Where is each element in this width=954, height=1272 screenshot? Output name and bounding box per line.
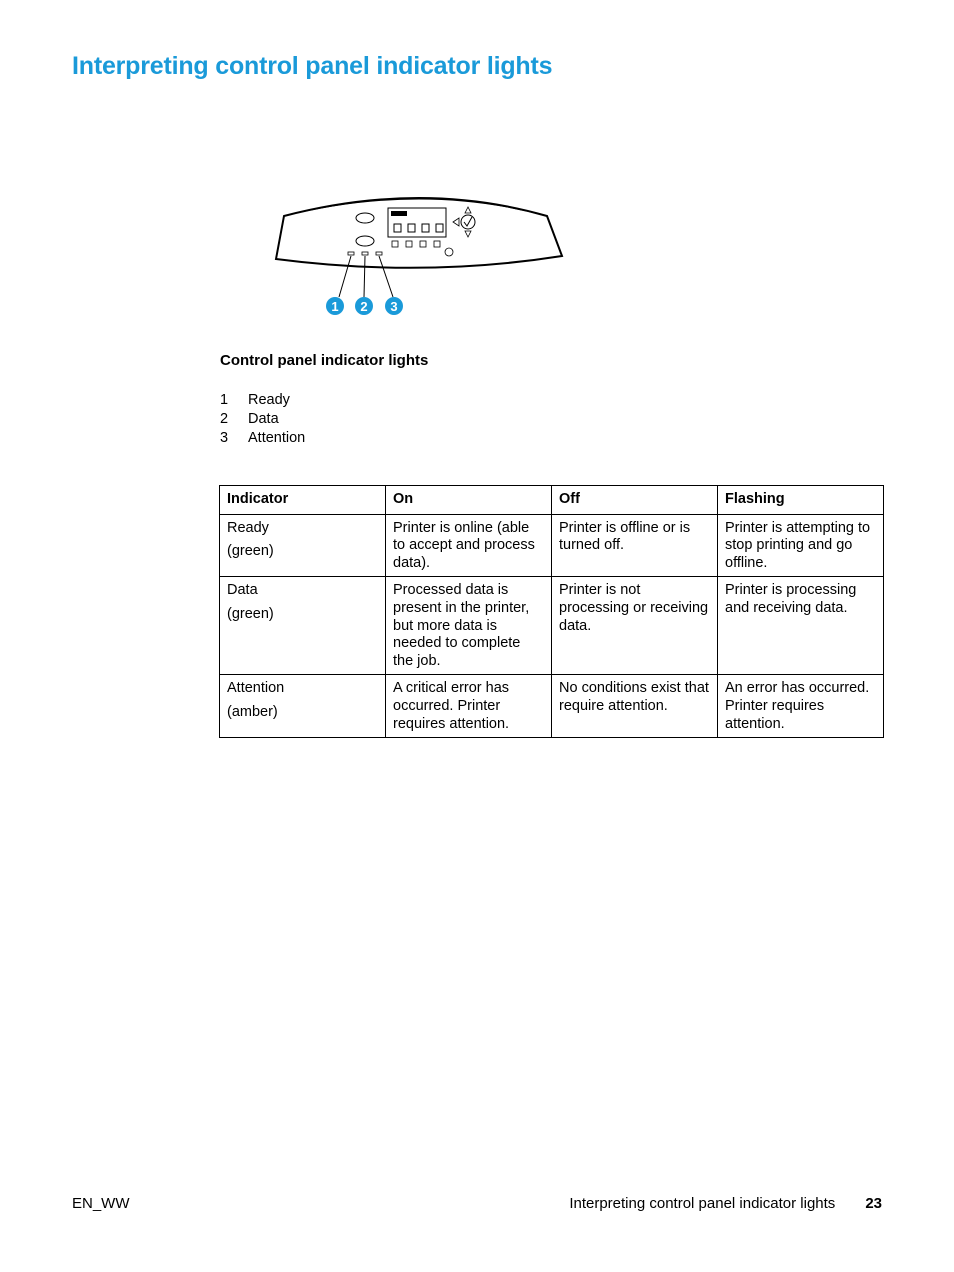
off-cell: Printer is offline or is turned off. bbox=[552, 514, 718, 577]
legend-label: Attention bbox=[248, 430, 306, 446]
column-header-indicator: Indicator bbox=[220, 486, 386, 515]
svg-text:1: 1 bbox=[331, 299, 339, 314]
off-cell: No conditions exist that require attention. bbox=[552, 675, 718, 738]
table-row bbox=[220, 514, 884, 577]
footer-section bbox=[569, 1195, 882, 1212]
legend-item bbox=[220, 429, 305, 448]
callout-1 bbox=[326, 297, 344, 315]
on-cell: A critical error has occurred. Printer requires attention. bbox=[386, 675, 552, 738]
off-cell: Printer is not processing or receiving data. bbox=[552, 577, 718, 675]
callout-2 bbox=[355, 297, 373, 315]
figure-caption: Control panel indicator lights bbox=[220, 352, 429, 369]
svg-text:2: 2 bbox=[360, 299, 368, 314]
table-row bbox=[220, 675, 884, 738]
footer-edition: EN_WW bbox=[72, 1195, 130, 1212]
legend-label: Ready bbox=[248, 392, 290, 408]
callout-legend bbox=[220, 391, 305, 448]
flashing-cell: An error has occurred. Printer requires attention. bbox=[718, 675, 884, 738]
flashing-cell: Printer is processing and receiving data. bbox=[718, 577, 884, 675]
indicator-name: Ready bbox=[227, 519, 269, 536]
indicator-name: Data bbox=[227, 582, 258, 599]
indicator-cell bbox=[220, 577, 386, 675]
callout-3 bbox=[385, 297, 403, 315]
indicator-name: Attention bbox=[227, 680, 285, 697]
legend-number: 1 bbox=[220, 392, 229, 408]
on-cell: Processed data is present in the printer, but more data is needed to complete the job. bbox=[386, 577, 552, 675]
legend-item bbox=[220, 410, 305, 429]
legend-item bbox=[220, 391, 305, 410]
indicator-table bbox=[219, 485, 884, 738]
control-panel-illustration bbox=[272, 186, 572, 320]
page-title: Interpreting control panel indicator lights bbox=[72, 52, 553, 80]
legend-label: Data bbox=[248, 411, 279, 427]
indicator-cell bbox=[220, 514, 386, 577]
indicator-color: (green) bbox=[227, 605, 274, 622]
table-row bbox=[220, 577, 884, 675]
legend-number: 3 bbox=[220, 430, 229, 446]
column-header-flashing: Flashing bbox=[718, 486, 884, 515]
footer-section-title: Interpreting control panel indicator lights bbox=[569, 1195, 836, 1212]
legend-number: 2 bbox=[220, 411, 229, 427]
column-header-on: On bbox=[386, 486, 552, 515]
column-header-off: Off bbox=[552, 486, 718, 515]
indicator-color: (amber) bbox=[227, 703, 278, 720]
svg-text:3: 3 bbox=[390, 299, 398, 314]
flashing-cell: Printer is attempting to stop printing and go offline. bbox=[718, 514, 884, 577]
page-number: 23 bbox=[865, 1195, 882, 1212]
on-cell: Printer is online (able to accept and process data). bbox=[386, 514, 552, 577]
indicator-color: (green) bbox=[227, 543, 274, 560]
indicator-cell bbox=[220, 675, 386, 738]
table-header-row bbox=[220, 486, 884, 515]
